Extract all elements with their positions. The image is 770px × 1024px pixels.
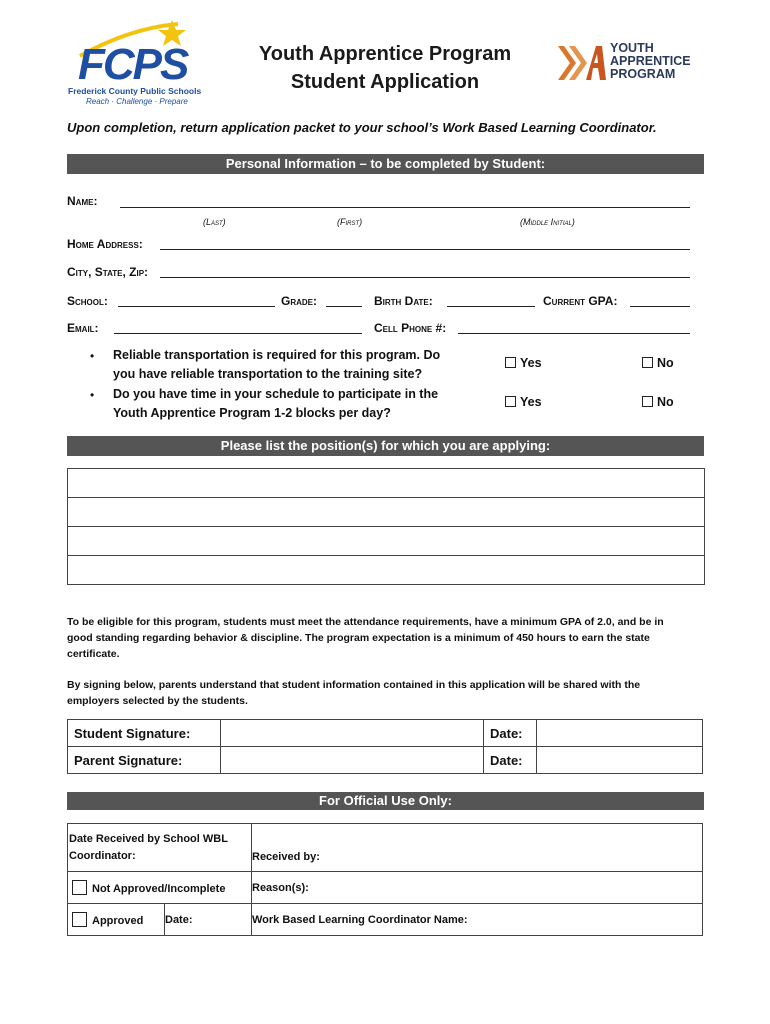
student-date-field[interactable] bbox=[537, 720, 703, 747]
current-gpa-field[interactable] bbox=[630, 306, 690, 307]
position-row[interactable] bbox=[68, 469, 704, 498]
eligibility-line1: To be eligible for this program, students must meet the attendance requirements, have a minimum GPA of 2.0, and be in bbox=[67, 616, 664, 628]
transportation-yes-option[interactable] bbox=[505, 356, 542, 370]
home-address-field[interactable] bbox=[160, 249, 690, 250]
parent-date-label: Date: bbox=[484, 747, 537, 774]
question-transportation-line1: Reliable transportation is required for this program. Do bbox=[113, 348, 441, 362]
birth-date-field[interactable] bbox=[447, 306, 535, 307]
schedule-yes-label: Yes bbox=[520, 395, 542, 409]
bullet-icon: • bbox=[90, 388, 95, 402]
fcps-acronym: FCPS bbox=[78, 40, 188, 89]
positions-table bbox=[67, 468, 705, 585]
approved-option[interactable] bbox=[68, 904, 165, 936]
eligibility-text bbox=[67, 614, 707, 662]
checkbox-icon[interactable] bbox=[505, 396, 516, 407]
consent-line1: By signing below, parents understand that student information contained in this application will be shared with the bbox=[67, 679, 641, 691]
date-received-label-line1: Date Received by School WBL bbox=[69, 832, 228, 845]
approved-label: Approved bbox=[92, 915, 144, 927]
eligibility-line3: certificate. bbox=[67, 648, 120, 660]
last-name-caption: (Last) bbox=[203, 217, 226, 227]
parent-signature-label: Parent Signature: bbox=[68, 747, 221, 774]
title-line-1: Youth Apprentice Program bbox=[258, 43, 512, 65]
yap-logo bbox=[556, 40, 706, 88]
official-use-table bbox=[67, 823, 703, 936]
date-received-cell bbox=[68, 824, 252, 872]
question-schedule-line2: Youth Apprentice Program 1-2 blocks per day? bbox=[113, 406, 391, 420]
yap-logo-line2: APPRENTICE bbox=[610, 54, 691, 68]
date-received-label-line2: Coordinator: bbox=[69, 849, 136, 862]
checkbox-icon[interactable] bbox=[72, 912, 87, 927]
current-gpa-label: Current GPA: bbox=[543, 294, 618, 308]
reasons-cell[interactable] bbox=[252, 872, 703, 904]
not-approved-option[interactable] bbox=[68, 872, 252, 904]
signature-table bbox=[67, 719, 703, 774]
eligibility-line2: good standing regarding behavior & discipline. The program expectation is a minimum of 450 hours to earn the state bbox=[67, 632, 650, 644]
position-row[interactable] bbox=[68, 527, 704, 556]
name-field[interactable] bbox=[120, 207, 690, 208]
school-field[interactable] bbox=[118, 306, 275, 307]
birth-date-label: Birth Date: bbox=[374, 294, 433, 308]
not-approved-label: Not Approved/Incomplete bbox=[92, 883, 226, 895]
cell-phone-field[interactable] bbox=[458, 333, 690, 334]
checkbox-icon[interactable] bbox=[642, 396, 653, 407]
city-state-zip-field[interactable] bbox=[160, 277, 690, 278]
approved-date-cell[interactable] bbox=[165, 904, 252, 936]
checkbox-icon[interactable] bbox=[642, 357, 653, 368]
transportation-yes-label: Yes bbox=[520, 356, 542, 370]
wbl-name-cell[interactable] bbox=[252, 904, 703, 936]
city-state-zip-label: City, State, Zip: bbox=[67, 265, 149, 279]
yap-logo-line3: PROGRAM bbox=[610, 67, 676, 81]
received-by-cell[interactable] bbox=[252, 824, 703, 872]
question-transportation-line2: you have reliable transportation to the training site? bbox=[113, 367, 423, 381]
fcps-name: Frederick County Public Schools bbox=[68, 86, 202, 96]
received-by-label: Received by: bbox=[252, 850, 320, 863]
email-field[interactable] bbox=[114, 333, 362, 334]
first-name-caption: (First) bbox=[337, 217, 363, 227]
parent-date-field[interactable] bbox=[537, 747, 703, 774]
school-label: School: bbox=[67, 294, 108, 308]
question-schedule bbox=[113, 385, 438, 423]
title-line-2: Student Application bbox=[290, 71, 480, 93]
position-row[interactable] bbox=[68, 556, 704, 584]
approved-date-label: Date: bbox=[165, 913, 193, 926]
middle-initial-caption: (Middle Initial) bbox=[520, 217, 575, 227]
yap-chevron-icon bbox=[556, 42, 608, 84]
student-date-label: Date: bbox=[484, 720, 537, 747]
consent-text bbox=[67, 677, 707, 709]
checkbox-icon[interactable] bbox=[505, 357, 516, 368]
student-signature-field[interactable] bbox=[221, 720, 484, 747]
email-label: Email: bbox=[67, 321, 99, 335]
question-schedule-line1: Do you have time in your schedule to participate in the bbox=[113, 387, 439, 401]
parent-signature-field[interactable] bbox=[221, 747, 484, 774]
home-address-label: Home Address: bbox=[67, 237, 143, 251]
cell-phone-label: Cell Phone #: bbox=[374, 321, 447, 335]
grade-field[interactable] bbox=[326, 306, 362, 307]
schedule-no-option[interactable] bbox=[642, 395, 674, 409]
consent-line2: employers selected by the students. bbox=[67, 695, 248, 707]
instructions: Upon completion, return application packet to your school’s Work Based Learning Coordinator. bbox=[67, 120, 657, 135]
fcps-tagline: Reach · Challenge · Prepare bbox=[86, 97, 188, 106]
transportation-no-option[interactable] bbox=[642, 356, 674, 370]
grade-label: Grade: bbox=[281, 294, 317, 308]
student-signature-label: Student Signature: bbox=[68, 720, 221, 747]
position-row[interactable] bbox=[68, 498, 704, 527]
positions-heading: Please list the position(s) for which you are applying: bbox=[67, 436, 704, 456]
name-label: Name: bbox=[67, 194, 98, 208]
reasons-label: Reason(s): bbox=[252, 881, 309, 894]
official-use-heading: For Official Use Only: bbox=[67, 792, 704, 810]
transportation-no-label: No bbox=[657, 356, 674, 370]
personal-info-heading: Personal Information – to be completed by Student: bbox=[67, 154, 704, 174]
question-transportation bbox=[113, 346, 440, 384]
bullet-icon: • bbox=[90, 349, 95, 363]
yap-logo-line1: YOUTH bbox=[610, 41, 654, 55]
schedule-yes-option[interactable] bbox=[505, 395, 542, 409]
checkbox-icon[interactable] bbox=[72, 880, 87, 895]
schedule-no-label: No bbox=[657, 395, 674, 409]
wbl-name-label: Work Based Learning Coordinator Name: bbox=[252, 913, 468, 926]
